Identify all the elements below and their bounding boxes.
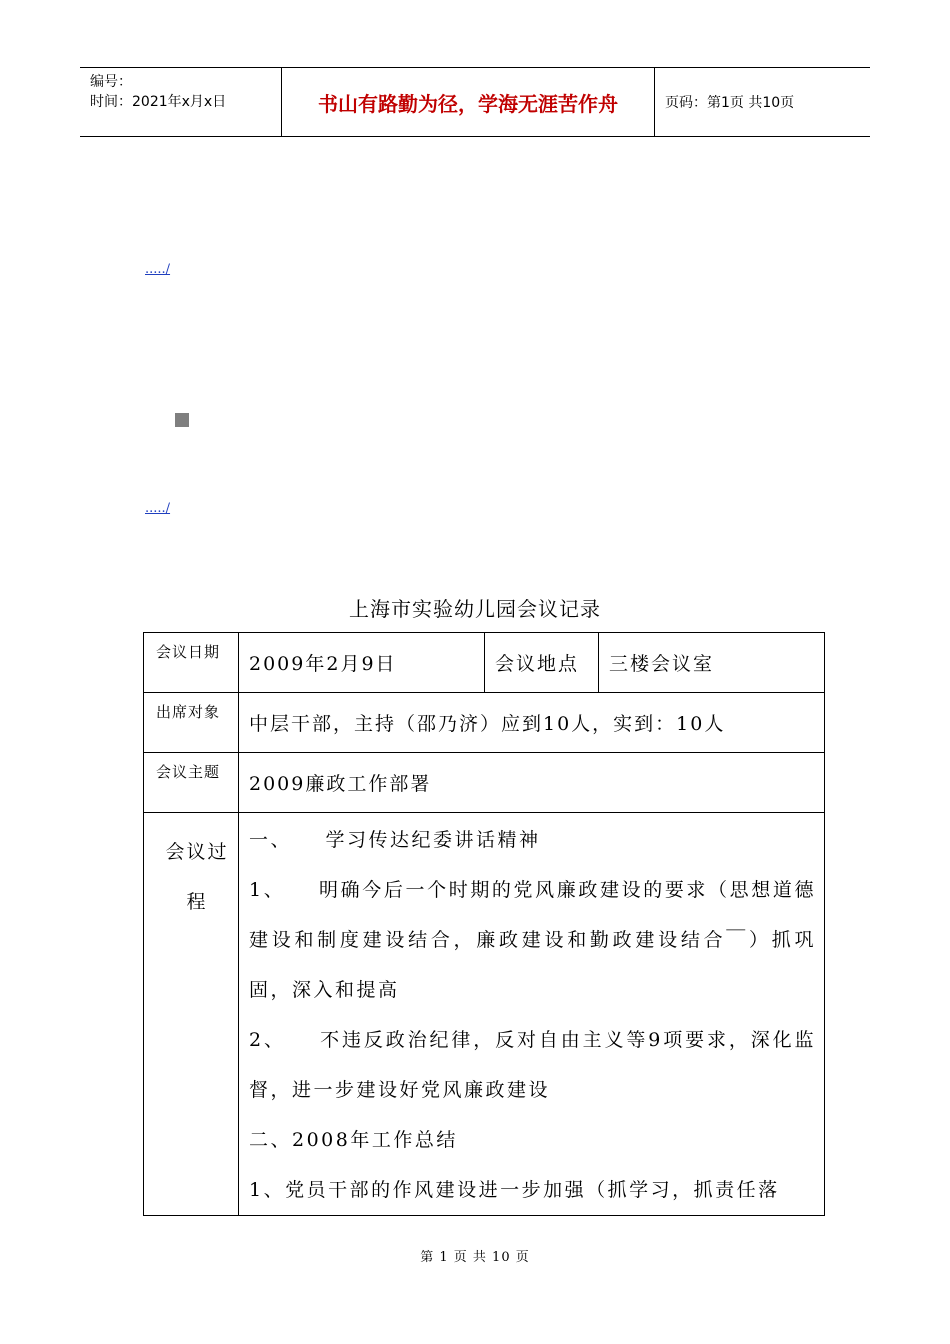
date-label: 会议日期 bbox=[144, 633, 239, 693]
link-1[interactable]: ...../ bbox=[145, 262, 171, 277]
process-line-1: 一、 学习传达纪委讲话精神 bbox=[249, 829, 541, 851]
process-line-2: 1、 明确今后一个时期的党风廉政建设的要求（思想道德建设和制度建设结合，廉政建设和勤政建设结合￣）抓巩固，深入和提高 bbox=[249, 879, 816, 1001]
place-label: 会议地点 bbox=[485, 633, 599, 693]
link-2[interactable]: ...../ bbox=[145, 501, 171, 516]
header-motto: 书山有路勤为径，学海无涯苦作舟 bbox=[282, 68, 655, 136]
attendees-label: 出席对象 bbox=[144, 693, 239, 753]
square-icon bbox=[175, 413, 189, 427]
process-content bbox=[239, 813, 825, 1216]
topic-value: 2009廉政工作部署 bbox=[239, 753, 825, 813]
time-label: 时间：2021年x月x日 bbox=[90, 94, 227, 110]
table-row bbox=[144, 753, 825, 813]
process-label-line-2: 程 bbox=[186, 891, 208, 913]
page-header bbox=[80, 67, 870, 137]
topic-label: 会议主题 bbox=[144, 753, 239, 813]
process-line-3: 2、 不违反政治纪律，反对自由主义等9项要求，深化监督，进一步建设好党风廉政建设 bbox=[249, 1029, 816, 1101]
process-line-5: 1、党员干部的作风建设进一步加强（抓学习，抓责任落 bbox=[249, 1179, 780, 1201]
header-meta bbox=[80, 68, 282, 136]
table-row bbox=[144, 813, 825, 1216]
date-value: 2009年2月9日 bbox=[239, 633, 485, 693]
number-label: 编号： bbox=[90, 74, 132, 90]
meeting-record-table bbox=[143, 632, 825, 1216]
header-page-info: 页码：第1页 共10页 bbox=[665, 95, 795, 111]
attendees-value: 中层干部，主持（邵乃济）应到10人，实到：10人 bbox=[239, 693, 825, 753]
table-row bbox=[144, 693, 825, 753]
place-value: 三楼会议室 bbox=[599, 633, 825, 693]
document-title: 上海市实验幼儿园会议记录 bbox=[349, 597, 601, 621]
process-label bbox=[144, 813, 239, 1216]
process-label-line-1: 会议过 bbox=[165, 841, 229, 863]
process-line-4: 二、2008年工作总结 bbox=[249, 1129, 458, 1151]
page-footer: 第 1 页 共 10 页 bbox=[420, 1250, 530, 1265]
table-row bbox=[144, 633, 825, 693]
